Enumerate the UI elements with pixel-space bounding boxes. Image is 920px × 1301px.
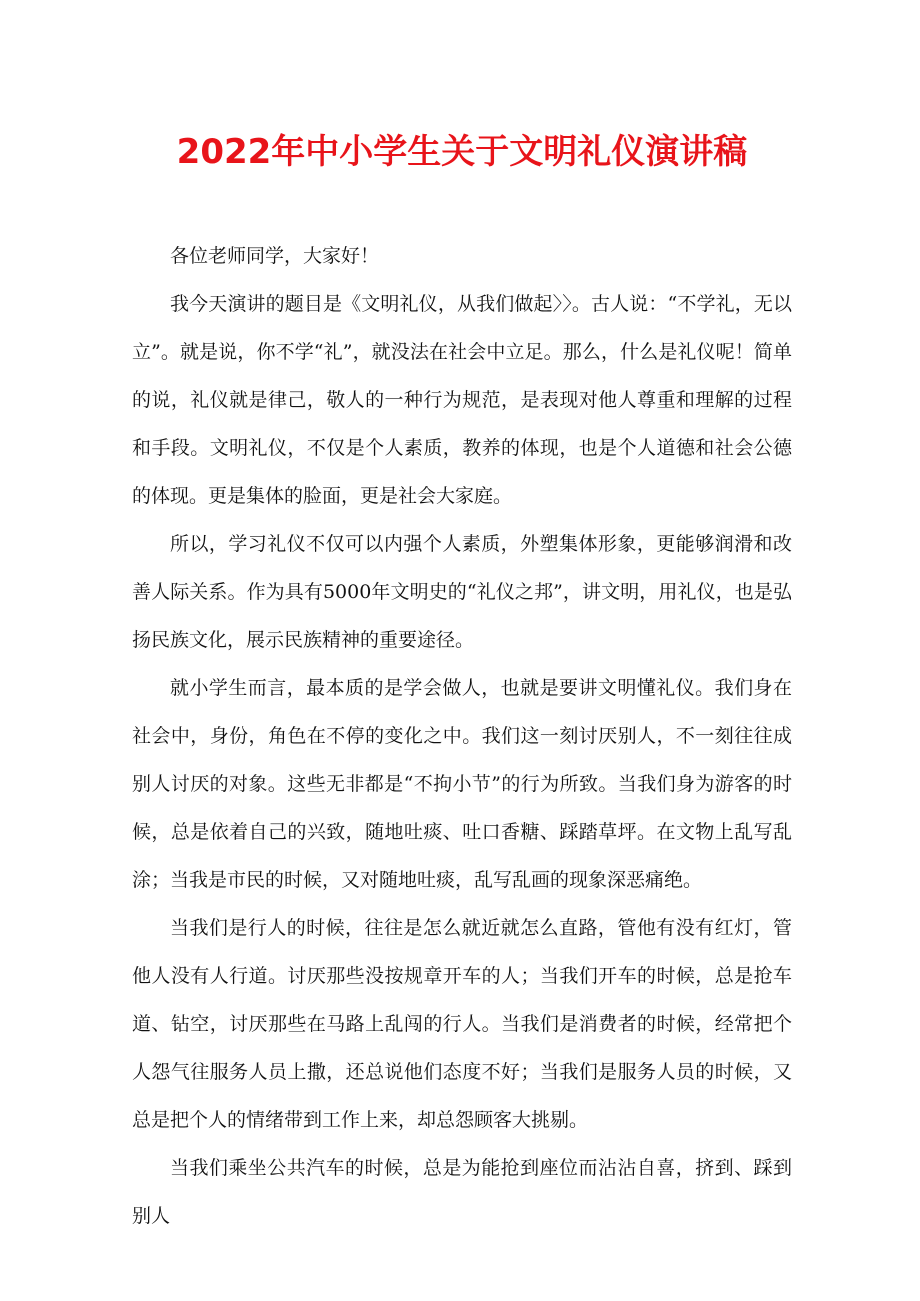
paragraph-1: 我今天演讲的题目是《文明礼仪，从我们做起〉〉。古人说：“不学礼，无以立”。就是说，你不学“礼”，就没法在社会中立足。那么，什么是礼仪呢！简单的说，礼仪就是律己，敬人的一种行为规范，是表现对他人尊重和理解的过程和手段。文明礼仪，不仅是个人素质，教养的体现，也是个人道德和社会公德的体现。更是集体的脸面，更是社会大家庭。 [132, 293, 792, 507]
paragraph-4: 当我们是行人的时候，往往是怎么就近就怎么直路，管他有没有红灯，管他人没有人行道。讨厌那些没按规章开车的人；当我们开车的时候，总是抢车道、钻空，讨厌那些在马路上乱闯的行人。当我们是消费者的时候，经常把个人怨气往服务人员上撒，还总说他们态度不好；当我们是服务人员的时候，又总是把个人的情绪带到工作上来，却总怨顾客大挑剔。 [132, 917, 792, 1131]
paragraph-5: 当我们乘坐公共汽车的时候，总是为能抢到座位而沾沾自喜，挤到、踩到别人 [132, 1157, 792, 1227]
document-title: 2022年中小学生关于文明礼仪演讲稿 [176, 132, 748, 172]
paragraph-2: 所以，学习礼仪不仅可以内强个人素质，外塑集体形象，更能够润滑和改善人际关系。作为具有5000年文明史的“礼仪之邦”，讲文明，用礼仪，也是弘扬民族文化，展示民族精神的重要途径。 [132, 533, 792, 651]
paragraph-3: 就小学生而言，最本质的是学会做人，也就是要讲文明懂礼仪。我们身在社会中，身份，角色在不停的变化之中。我们这一刻讨厌别人，不一刻往往成别人讨厌的对象。这些无非都是“不拘小节”的行为所致。当我们身为游客的时候，总是依着自己的兴致，随地吐痰、吐口香糖、踩踏草坪。在文物上乱写乱涂；当我是市民的时候，又对随地吐痰，乱写乱画的现象深恶痛绝。 [132, 677, 792, 891]
paragraph-greeting: 各位老师同学，大家好！ [170, 245, 380, 267]
